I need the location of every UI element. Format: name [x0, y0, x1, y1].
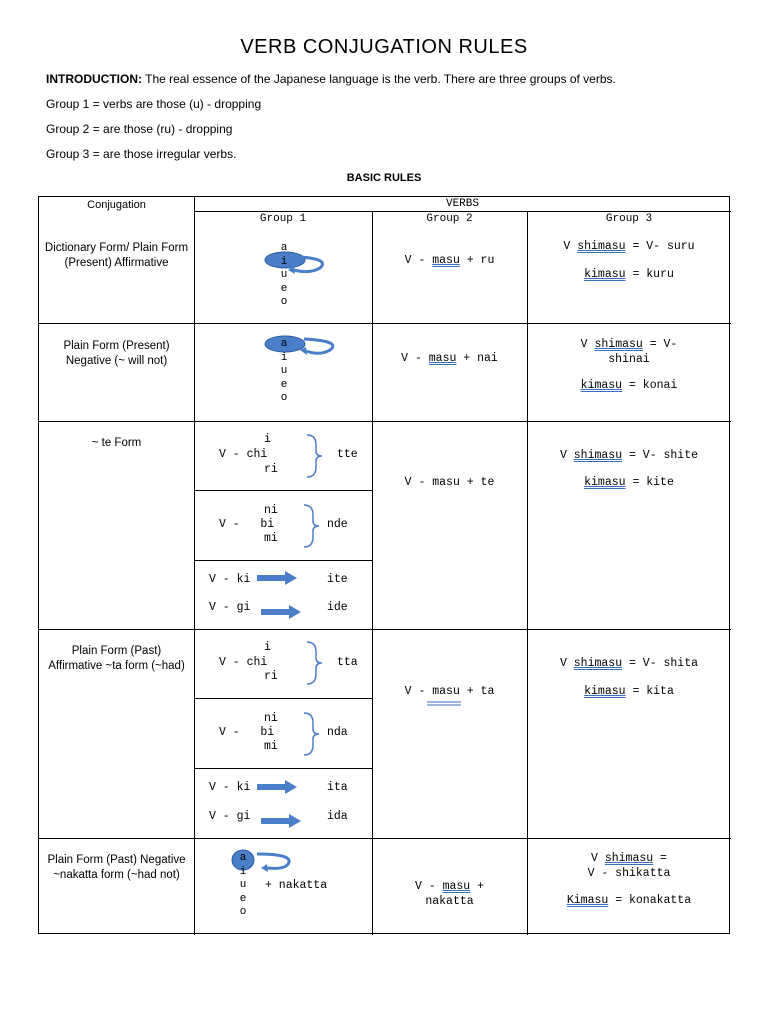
- row-negative-group3-kuru: kimasu = konai: [580, 379, 678, 392]
- row-past-group3-suru: V shimasu = V- shita: [559, 657, 699, 670]
- brace-icon: [304, 640, 324, 686]
- row-negative-group2: V - masu + nai: [401, 352, 498, 365]
- vowel-u: u: [239, 879, 247, 891]
- header-group2: Group 2: [426, 213, 473, 225]
- arrow-right-icon: [261, 814, 303, 828]
- row-pastneg-group2: V - masu + nakatta: [414, 880, 485, 908]
- row-dictionary-group3-suru: V shimasu = V- suru: [563, 240, 695, 253]
- intro-paragraph: [46, 72, 616, 86]
- te-chi: V - chi: [219, 448, 268, 461]
- row-pastneg-group3-suru: V shimasu = V - shikatta: [587, 852, 671, 880]
- te-i: i: [264, 433, 271, 446]
- intro-label: INTRODUCTION:: [46, 72, 142, 86]
- basic-rules-heading: BASIC RULES: [346, 172, 422, 184]
- past-gi: V - gi: [209, 810, 251, 823]
- row-te-group3-suru: V shimasu = V- shite: [559, 449, 699, 462]
- header-group3: Group 3: [605, 213, 653, 225]
- te-gi: V - gi: [209, 601, 251, 614]
- vowel-a: a: [280, 338, 288, 350]
- row-pastneg-group3-kuru: Kimasu = konakatta: [566, 894, 692, 907]
- row-past-group2: V - masu + ta: [404, 685, 495, 698]
- vowel-a: a: [280, 242, 288, 254]
- row-dictionary-label: Dictionary Form/ Plain Form (Present) Affirmative: [44, 242, 189, 269]
- te-ite: ite: [327, 573, 348, 586]
- past-ita: ita: [327, 781, 348, 794]
- vowel-o: o: [280, 392, 288, 404]
- arrow-right-icon: [257, 780, 299, 794]
- past-ki: V - ki: [209, 781, 251, 794]
- row-te-group3-kuru: kimasu = kite: [584, 476, 674, 489]
- double-underline: [427, 701, 463, 707]
- vowel-o: o: [280, 296, 288, 308]
- curved-arrow-icon: [264, 251, 334, 275]
- vowel-e: e: [239, 892, 247, 905]
- vowel-o: o: [239, 906, 247, 918]
- row-negative-label: Plain Form (Present) Negative (~ will not): [63, 340, 170, 367]
- te-ki: V - ki: [209, 573, 251, 586]
- vowel-u: u: [280, 269, 288, 281]
- vowel-u: u: [280, 365, 288, 377]
- brace-icon: [301, 503, 321, 549]
- te-bi: V - bi: [219, 518, 275, 531]
- header-verbs: VERBS: [445, 198, 479, 210]
- te-nde: nde: [327, 518, 348, 531]
- row-dictionary-group2: V - masu + ru: [404, 254, 495, 267]
- past-chi: V - chi: [219, 656, 268, 669]
- conjugation-table: [38, 196, 730, 934]
- vowel-i: i: [239, 865, 247, 878]
- past-i: i: [264, 641, 271, 654]
- row-pastneg-label: Plain Form (Past) Negative ~nakatta form (~had not): [47, 854, 186, 881]
- row-past-label: Plain Form (Past) Affirmative ~ta form (~had): [48, 645, 185, 672]
- page-title: VERB CONJUGATION RULES: [240, 36, 528, 58]
- te-ide: ide: [327, 601, 348, 614]
- brace-icon: [304, 433, 324, 479]
- group3-definition: Group 3 = are those irregular verbs.: [46, 147, 237, 161]
- vowel-e: e: [280, 282, 288, 295]
- pastneg-nakatta-suffix: + nakatta: [265, 879, 328, 892]
- past-ri: ri: [264, 670, 278, 683]
- row-te-group2: V - masu + te: [404, 476, 495, 489]
- header-group1: Group 1: [259, 213, 307, 225]
- past-ida: ida: [327, 810, 348, 823]
- group1-definition: Group 1 = verbs are those (u) - dropping: [46, 97, 262, 111]
- past-ni: ni: [264, 712, 278, 725]
- brace-icon: [301, 711, 321, 757]
- te-tte: tte: [337, 448, 358, 461]
- header-conjugation: Conjugation: [87, 199, 146, 211]
- past-mi: mi: [264, 740, 278, 753]
- intro-text: The real essence of the Japanese language is the verb. There are three groups of verbs.: [142, 72, 616, 86]
- curved-arrow-icon: [264, 335, 344, 359]
- vowel-i: i: [280, 255, 288, 268]
- row-past-group3-kuru: kimasu = kita: [584, 685, 674, 698]
- vowel-e: e: [280, 378, 288, 391]
- past-nda: nda: [327, 726, 348, 739]
- te-mi: mi: [264, 532, 278, 545]
- row-te-label: ~ te Form: [91, 437, 142, 449]
- te-ri: ri: [264, 463, 278, 476]
- arrow-right-icon: [257, 571, 299, 585]
- vowel-i: i: [280, 351, 288, 364]
- te-ni: ni: [264, 504, 278, 517]
- past-tta: tta: [337, 656, 358, 669]
- group2-definition: Group 2 = are those (ru) - dropping: [46, 122, 233, 136]
- row-negative-group3-suru: V shimasu = V- shinai: [580, 338, 678, 366]
- row-dictionary-group3-kuru: kimasu = kuru: [584, 268, 674, 281]
- arrow-right-icon: [261, 605, 303, 619]
- past-bi: V - bi: [219, 726, 275, 739]
- vowel-a: a: [239, 852, 247, 864]
